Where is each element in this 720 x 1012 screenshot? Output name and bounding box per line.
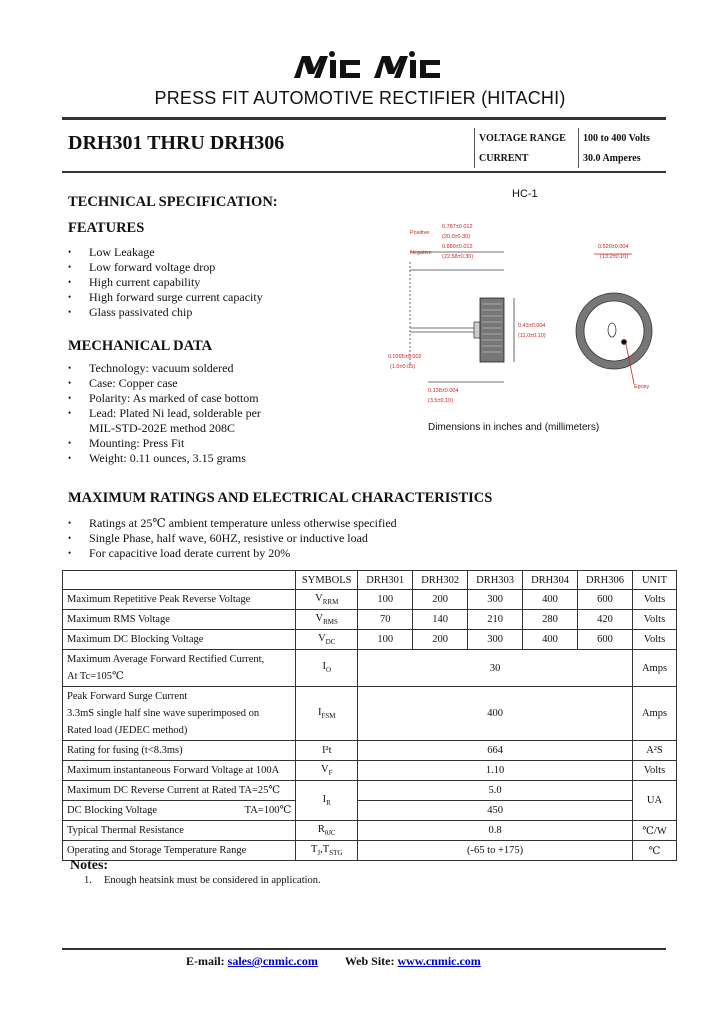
features-heading: FEATURES [68,220,145,236]
table-row [63,650,677,687]
dim-positive-mm: (20.0±0.30) [442,234,471,240]
value-cell: 600 [578,630,633,650]
table-row [63,761,677,781]
column-header: DRH303 [468,571,523,590]
table-row [63,801,677,821]
website-link[interactable]: www.cnmic.com [397,954,481,968]
column-header: DRH301 [358,571,413,590]
list-item: • Polarity: As marked of case bottom [68,391,261,406]
unit-cell: ℃ [632,841,676,861]
features-list [68,245,263,320]
list-item: • For capacitive load derate current by 20% [68,546,397,561]
value-cell: 0.8 [358,821,633,841]
unit-cell: Volts [632,610,676,630]
table-row [63,781,677,801]
list-item: • Weight: 0.11 ounces, 3.15 grams [68,451,261,466]
param-cell: Maximum DC Blocking Voltage [63,630,296,650]
value-cell: 1.10 [358,761,633,781]
param-cell: DC Blocking Voltage TA=100℃ [63,801,296,821]
value-cell: 420 [578,610,633,630]
spec-value: 30.0 Amperes [579,148,679,168]
param-cell: Maximum Average Forward Rectified Current, At Tc=105℃ [63,650,296,687]
notes-heading: Notes: [70,858,109,873]
value-cell: 300 [468,630,523,650]
dim-base-mm: (3.5±0.10) [428,398,454,404]
value-cell: 200 [413,630,468,650]
table-row [63,821,677,841]
list-item: MIL-STD-202E method 208C [89,421,235,435]
footer-rule [62,948,666,950]
dimension-caption: Dimensions in inches and (millimeters) [428,422,600,433]
spec-row [475,128,679,148]
note-text: Enough heatsink must be considered in application. [104,875,321,886]
mechanical-heading: MECHANICAL DATA [68,338,213,354]
table-row [63,630,677,650]
param-cell: Operating and Storage Temperature Range [63,841,296,861]
unit-cell: ℃/W [632,821,676,841]
spec-summary-table [474,128,679,168]
header-rule [62,117,666,120]
unit-cell: UA [632,781,676,821]
epoxy-label: Epoxy [634,384,650,390]
list-item: • Low Leakage [68,245,263,260]
value-cell: 664 [358,741,633,761]
part-range-title: DRH301 THRU DRH306 [68,132,285,154]
table-row [63,610,677,630]
value-cell: 200 [413,590,468,610]
mechanical-list [68,361,261,466]
column-header: DRH302 [413,571,468,590]
value-cell: 70 [358,610,413,630]
unit-cell: Amps [632,687,676,741]
value-cell: 400 [523,630,578,650]
ratings-notes-list [68,516,397,561]
dim-lead-in: 0.0395±0.002 [388,354,422,360]
dim-dia-mm: (13.2±0.10) [600,254,629,260]
spec-value: 100 to 400 Volts [579,128,679,148]
symbol-cell: $T_J,T_{STG}$ [296,841,358,861]
package-label: HC-1 [512,188,538,200]
symbol-cell: $V_{RRM}$ [296,590,358,610]
list-item: • Low forward voltage drop [68,260,263,275]
dim-negative-mm: (22.58±0.30) [442,254,474,260]
footer-contact [186,954,481,969]
spec-key: CURRENT [475,148,579,168]
list-item: • Glass passivated chip [68,305,263,320]
unit-cell: Volts [632,630,676,650]
table-header-row [63,571,677,590]
website-label: Web Site: [344,954,395,968]
table-row [63,687,677,741]
technical-spec-heading: TECHNICAL SPECIFICATION: [68,194,278,210]
value-cell: 30 [358,650,633,687]
param-cell: Rating for fusing (t<8.3ms) [63,741,296,761]
list-item: • Case: Copper case [68,376,261,391]
package-outline-diagram [388,214,688,414]
symbol-cell: $R_{\theta JC}$ [296,821,358,841]
param-header [63,571,296,590]
company-logo [290,48,450,84]
symbol-cell: $I_O$ [296,650,358,687]
table-row [63,841,677,861]
column-header: DRH304 [523,571,578,590]
table-row [63,590,677,610]
param-cell: Maximum DC Reverse Current at Rated TA=25℃ [63,781,296,801]
param-cell: Maximum Repetitive Peak Reverse Voltage [63,590,296,610]
param-cell: Peak Forward Surge Current 3.3mS single half sine wave superimposed on Rated load (JEDEC method) [63,687,296,741]
table-row [63,741,677,761]
dim-dia-in: 0.520±0.004 [598,244,629,250]
symbol-cell: $I_R$ [296,781,358,821]
value-cell: 210 [468,610,523,630]
negative-label: Negative [410,250,432,256]
note-item [84,875,321,886]
value-cell: 5.0 [358,781,633,801]
dim-base-in: 0.138±0.004 [428,388,459,394]
param-cell: Maximum instantaneous Forward Voltage at 100A [63,761,296,781]
column-header: SYMBOLS [296,571,358,590]
list-item: • High current capability [68,275,263,290]
value-cell: (-65 to +175) [358,841,633,861]
dim-height-in: 0.43±0.004 [518,323,546,329]
dim-positive-in: 0.787±0.012 [442,224,473,230]
email-label: E-mail: [186,954,225,968]
column-header: DRH306 [578,571,633,590]
document-title: PRESS FIT AUTOMOTIVE RECTIFIER (HITACHI) [154,88,566,108]
value-cell: 100 [358,630,413,650]
param-cell: Typical Thermal Resistance [63,821,296,841]
list-item: • Mounting: Press Fit [68,436,261,451]
list-item: • Ratings at 25℃ ambient temperature unless otherwise specified [68,516,397,531]
spec-row [475,148,679,168]
value-cell: 100 [358,590,413,610]
column-header: UNIT [632,571,676,590]
symbol-cell: I²t [296,741,358,761]
symbol-cell: $I_{FSM}$ [296,687,358,741]
value-cell: 400 [358,687,633,741]
ratings-heading: MAXIMUM RATINGS AND ELECTRICAL CHARACTERISTICS [68,490,493,506]
unit-cell: A²S [632,741,676,761]
list-item: • High forward surge current capacity [68,290,263,305]
dim-lead-mm: (1.0±0.05) [390,364,416,370]
unit-cell: Amps [632,650,676,687]
list-item: • Single Phase, half wave, 60HZ, resistive or inductive load [68,531,397,546]
param-cell: Maximum RMS Voltage [63,610,296,630]
note-number: 1. [84,875,92,886]
value-cell: 140 [413,610,468,630]
list-item: • Technology: vacuum soldered [68,361,261,376]
symbol-cell: $V_{DC}$ [296,630,358,650]
section-rule [62,171,666,173]
top-view [576,254,652,384]
spec-key: VOLTAGE RANGE [475,128,579,148]
dim-negative-in: 0.889±0.012 [442,244,473,250]
value-cell: 450 [358,801,633,821]
unit-cell: Volts [632,761,676,781]
dim-height-mm: (11.0±0.10) [518,333,546,339]
unit-cell: Volts [632,590,676,610]
symbol-cell: $V_F$ [296,761,358,781]
symbol-cell: $V_{RMS}$ [296,610,358,630]
value-cell: 300 [468,590,523,610]
ratings-table [62,570,677,861]
value-cell: 280 [523,610,578,630]
value-cell: 400 [523,590,578,610]
value-cell: 600 [578,590,633,610]
email-link[interactable]: sales@cnmic.com [227,954,318,968]
positive-label: Positive [410,230,430,236]
list-item: • Lead: Plated Ni lead, solderable per [68,406,261,421]
side-view [410,252,514,382]
